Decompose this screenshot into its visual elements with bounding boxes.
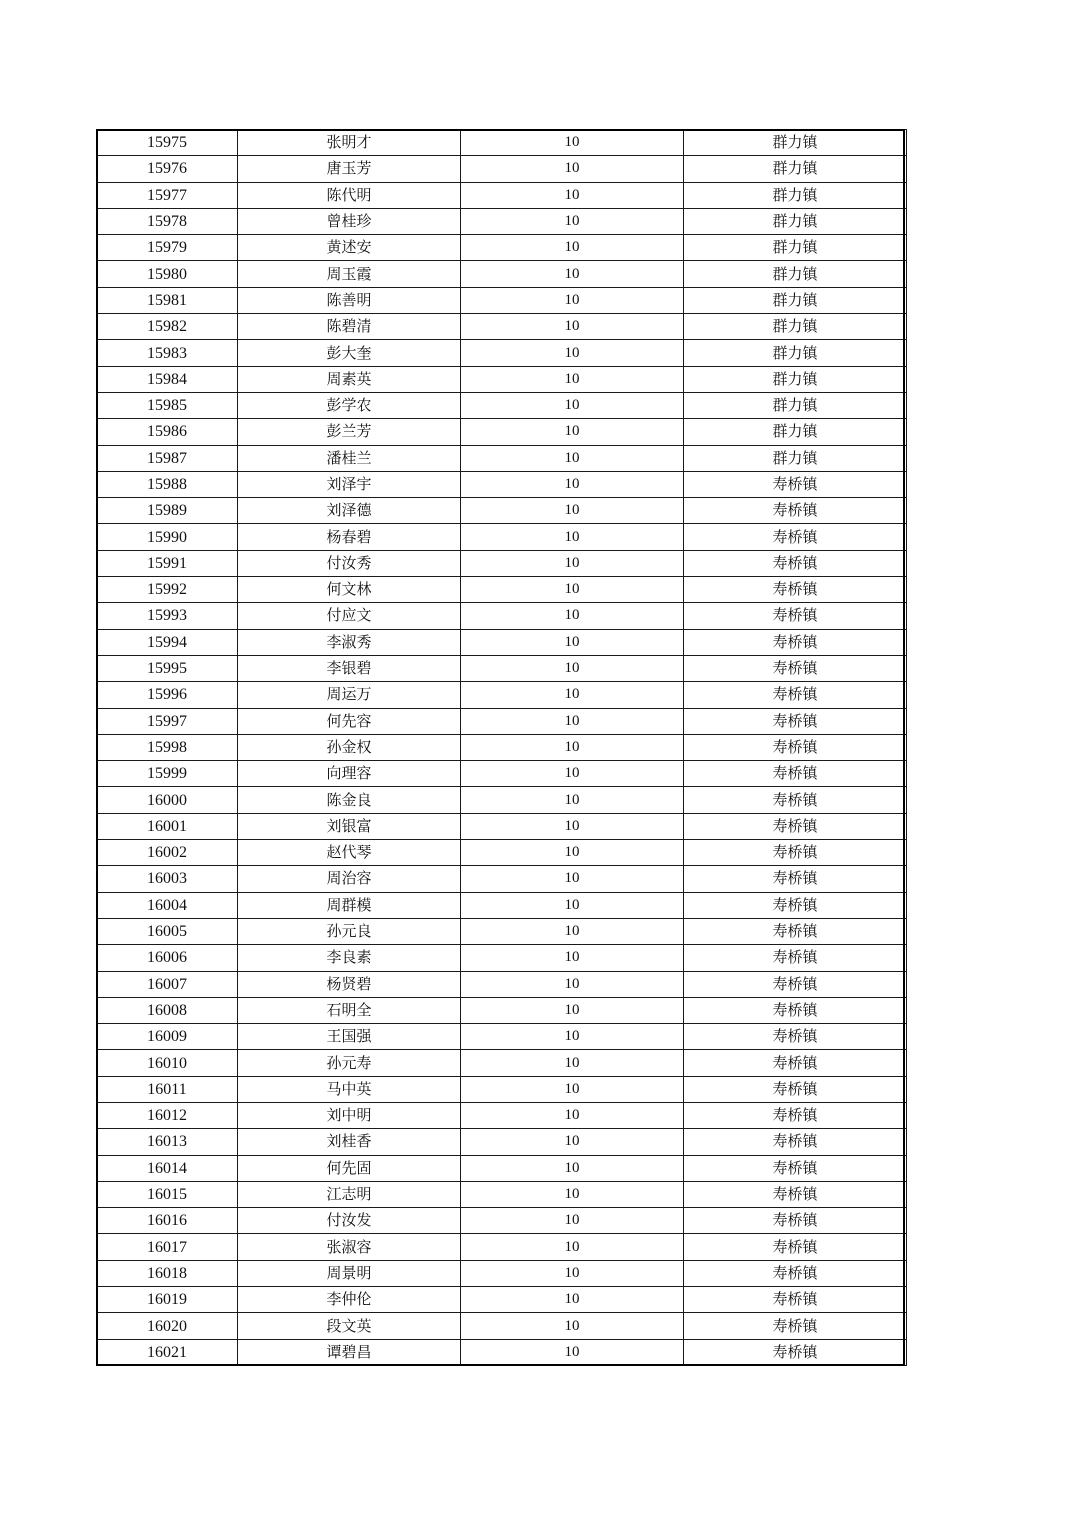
row-amount-cell: 10	[461, 524, 684, 550]
table-row	[97, 445, 907, 471]
table-row	[97, 1129, 907, 1155]
row-id-cell: 16015	[97, 1181, 238, 1207]
roster-table	[96, 129, 907, 1366]
row-name-cell: 向理容	[238, 761, 461, 787]
table-row	[97, 1102, 907, 1128]
row-id-cell: 16016	[97, 1208, 238, 1234]
row-amount-cell: 10	[461, 734, 684, 760]
row-name-cell: 付应文	[238, 603, 461, 629]
row-id-cell: 15982	[97, 314, 238, 340]
row-name-cell: 杨贤碧	[238, 971, 461, 997]
table-row	[97, 1287, 907, 1313]
row-name-cell: 周玉霞	[238, 261, 461, 287]
table-row	[97, 1181, 907, 1207]
row-name-cell: 付汝秀	[238, 550, 461, 576]
row-name-cell: 刘中明	[238, 1102, 461, 1128]
row-amount-cell: 10	[461, 1155, 684, 1181]
row-amount-cell: 10	[461, 761, 684, 787]
row-id-cell: 16005	[97, 918, 238, 944]
row-amount-cell: 10	[461, 1129, 684, 1155]
row-id-cell: 15978	[97, 208, 238, 234]
table-row	[97, 1234, 907, 1260]
row-amount-cell: 10	[461, 1050, 684, 1076]
row-town-cell: 群力镇	[684, 235, 907, 261]
row-name-cell: 刘桂香	[238, 1129, 461, 1155]
row-id-cell: 16017	[97, 1234, 238, 1260]
row-name-cell: 刘银富	[238, 813, 461, 839]
row-id-cell: 15995	[97, 655, 238, 681]
row-town-cell: 群力镇	[684, 340, 907, 366]
row-town-cell: 寿桥镇	[684, 682, 907, 708]
roster-table-body	[97, 130, 907, 1366]
row-amount-cell: 10	[461, 787, 684, 813]
row-name-cell: 黄述安	[238, 235, 461, 261]
row-town-cell: 寿桥镇	[684, 524, 907, 550]
row-town-cell: 寿桥镇	[684, 1181, 907, 1207]
table-row	[97, 787, 907, 813]
row-id-cell: 15996	[97, 682, 238, 708]
row-town-cell: 寿桥镇	[684, 1339, 907, 1365]
row-id-cell: 16000	[97, 787, 238, 813]
row-name-cell: 孙元良	[238, 918, 461, 944]
row-amount-cell: 10	[461, 1024, 684, 1050]
row-amount-cell: 10	[461, 682, 684, 708]
row-id-cell: 16004	[97, 892, 238, 918]
table-row	[97, 498, 907, 524]
row-amount-cell: 10	[461, 445, 684, 471]
row-town-cell: 寿桥镇	[684, 813, 907, 839]
row-name-cell: 彭兰芳	[238, 419, 461, 445]
row-town-cell: 群力镇	[684, 261, 907, 287]
row-id-cell: 16014	[97, 1155, 238, 1181]
row-amount-cell: 10	[461, 997, 684, 1023]
row-amount-cell: 10	[461, 577, 684, 603]
row-id-cell: 15992	[97, 577, 238, 603]
row-id-cell: 15975	[97, 130, 238, 156]
row-name-cell: 陈碧清	[238, 314, 461, 340]
row-name-cell: 张明才	[238, 130, 461, 156]
row-id-cell: 16020	[97, 1313, 238, 1339]
row-town-cell: 寿桥镇	[684, 708, 907, 734]
row-name-cell: 唐玉芳	[238, 156, 461, 182]
table-row	[97, 182, 907, 208]
row-amount-cell: 10	[461, 1181, 684, 1207]
row-amount-cell: 10	[461, 130, 684, 156]
row-amount-cell: 10	[461, 892, 684, 918]
table-row	[97, 577, 907, 603]
table-row	[97, 603, 907, 629]
row-id-cell: 15997	[97, 708, 238, 734]
row-town-cell: 寿桥镇	[684, 1076, 907, 1102]
row-town-cell: 群力镇	[684, 156, 907, 182]
row-id-cell: 15979	[97, 235, 238, 261]
row-town-cell: 寿桥镇	[684, 997, 907, 1023]
row-id-cell: 16019	[97, 1287, 238, 1313]
table-row	[97, 550, 907, 576]
row-id-cell: 15987	[97, 445, 238, 471]
row-town-cell: 寿桥镇	[684, 971, 907, 997]
table-row	[97, 1208, 907, 1234]
table-row	[97, 1024, 907, 1050]
row-name-cell: 何先容	[238, 708, 461, 734]
table-row	[97, 708, 907, 734]
row-amount-cell: 10	[461, 340, 684, 366]
row-amount-cell: 10	[461, 366, 684, 392]
row-amount-cell: 10	[461, 1313, 684, 1339]
table-row	[97, 971, 907, 997]
row-id-cell: 16021	[97, 1339, 238, 1365]
row-name-cell: 周治容	[238, 866, 461, 892]
row-town-cell: 寿桥镇	[684, 1234, 907, 1260]
row-town-cell: 寿桥镇	[684, 603, 907, 629]
row-name-cell: 周运万	[238, 682, 461, 708]
row-amount-cell: 10	[461, 498, 684, 524]
row-amount-cell: 10	[461, 1260, 684, 1286]
table-row	[97, 945, 907, 971]
row-id-cell: 15976	[97, 156, 238, 182]
row-name-cell: 李仲伦	[238, 1287, 461, 1313]
row-town-cell: 寿桥镇	[684, 1129, 907, 1155]
row-town-cell: 寿桥镇	[684, 577, 907, 603]
row-id-cell: 15993	[97, 603, 238, 629]
row-amount-cell: 10	[461, 813, 684, 839]
row-name-cell: 曾桂珍	[238, 208, 461, 234]
row-name-cell: 彭大奎	[238, 340, 461, 366]
row-id-cell: 16009	[97, 1024, 238, 1050]
row-amount-cell: 10	[461, 419, 684, 445]
row-amount-cell: 10	[461, 1339, 684, 1365]
row-amount-cell: 10	[461, 708, 684, 734]
table-row	[97, 682, 907, 708]
row-town-cell: 群力镇	[684, 366, 907, 392]
table-row	[97, 734, 907, 760]
row-id-cell: 15989	[97, 498, 238, 524]
table-row	[97, 235, 907, 261]
row-amount-cell: 10	[461, 1102, 684, 1128]
row-town-cell: 寿桥镇	[684, 1155, 907, 1181]
row-id-cell: 16002	[97, 840, 238, 866]
row-town-cell: 群力镇	[684, 314, 907, 340]
row-id-cell: 15980	[97, 261, 238, 287]
row-town-cell: 寿桥镇	[684, 1050, 907, 1076]
table-row	[97, 392, 907, 418]
row-amount-cell: 10	[461, 471, 684, 497]
row-town-cell: 群力镇	[684, 130, 907, 156]
row-amount-cell: 10	[461, 182, 684, 208]
row-town-cell: 寿桥镇	[684, 1024, 907, 1050]
row-id-cell: 16018	[97, 1260, 238, 1286]
row-id-cell: 16001	[97, 813, 238, 839]
row-name-cell: 彭学农	[238, 392, 461, 418]
row-id-cell: 15977	[97, 182, 238, 208]
row-id-cell: 16007	[97, 971, 238, 997]
table-row	[97, 655, 907, 681]
table-row	[97, 1076, 907, 1102]
row-id-cell: 15986	[97, 419, 238, 445]
table-row	[97, 1050, 907, 1076]
row-town-cell: 寿桥镇	[684, 945, 907, 971]
row-id-cell: 15998	[97, 734, 238, 760]
row-name-cell: 张淑容	[238, 1234, 461, 1260]
row-town-cell: 寿桥镇	[684, 1102, 907, 1128]
table-row	[97, 629, 907, 655]
row-name-cell: 谭碧昌	[238, 1339, 461, 1365]
row-town-cell: 寿桥镇	[684, 471, 907, 497]
row-name-cell: 段文英	[238, 1313, 461, 1339]
table-row	[97, 761, 907, 787]
row-town-cell: 寿桥镇	[684, 734, 907, 760]
row-town-cell: 寿桥镇	[684, 629, 907, 655]
row-town-cell: 寿桥镇	[684, 655, 907, 681]
table-row	[97, 130, 907, 156]
row-id-cell: 15988	[97, 471, 238, 497]
table-row	[97, 340, 907, 366]
row-id-cell: 16003	[97, 866, 238, 892]
row-town-cell: 寿桥镇	[684, 1287, 907, 1313]
row-name-cell: 刘泽德	[238, 498, 461, 524]
row-amount-cell: 10	[461, 840, 684, 866]
table-row	[97, 813, 907, 839]
row-town-cell: 群力镇	[684, 287, 907, 313]
row-name-cell: 李淑秀	[238, 629, 461, 655]
row-name-cell: 刘泽宇	[238, 471, 461, 497]
row-town-cell: 寿桥镇	[684, 840, 907, 866]
table-row	[97, 918, 907, 944]
table-row	[97, 471, 907, 497]
row-town-cell: 寿桥镇	[684, 1208, 907, 1234]
table-row	[97, 261, 907, 287]
row-amount-cell: 10	[461, 392, 684, 418]
row-amount-cell: 10	[461, 156, 684, 182]
row-amount-cell: 10	[461, 550, 684, 576]
row-id-cell: 16013	[97, 1129, 238, 1155]
row-id-cell: 16006	[97, 945, 238, 971]
row-amount-cell: 10	[461, 918, 684, 944]
row-id-cell: 16012	[97, 1102, 238, 1128]
table-row	[97, 156, 907, 182]
row-id-cell: 16008	[97, 997, 238, 1023]
row-name-cell: 杨春碧	[238, 524, 461, 550]
row-town-cell: 寿桥镇	[684, 1260, 907, 1286]
row-town-cell: 寿桥镇	[684, 1313, 907, 1339]
row-amount-cell: 10	[461, 287, 684, 313]
row-id-cell: 15983	[97, 340, 238, 366]
row-name-cell: 周群模	[238, 892, 461, 918]
row-id-cell: 15984	[97, 366, 238, 392]
row-name-cell: 李银碧	[238, 655, 461, 681]
table-row	[97, 524, 907, 550]
row-id-cell: 15991	[97, 550, 238, 576]
row-id-cell: 15985	[97, 392, 238, 418]
table-row	[97, 840, 907, 866]
table-row	[97, 892, 907, 918]
row-town-cell: 群力镇	[684, 419, 907, 445]
row-amount-cell: 10	[461, 1208, 684, 1234]
row-id-cell: 16010	[97, 1050, 238, 1076]
row-name-cell: 江志明	[238, 1181, 461, 1207]
row-amount-cell: 10	[461, 655, 684, 681]
row-amount-cell: 10	[461, 1287, 684, 1313]
table-row	[97, 287, 907, 313]
row-amount-cell: 10	[461, 1076, 684, 1102]
row-amount-cell: 10	[461, 208, 684, 234]
row-id-cell: 15990	[97, 524, 238, 550]
row-id-cell: 15981	[97, 287, 238, 313]
table-row	[97, 1339, 907, 1365]
row-name-cell: 周景明	[238, 1260, 461, 1286]
row-name-cell: 陈代明	[238, 182, 461, 208]
row-amount-cell: 10	[461, 971, 684, 997]
table-row	[97, 866, 907, 892]
row-town-cell: 寿桥镇	[684, 761, 907, 787]
row-name-cell: 潘桂兰	[238, 445, 461, 471]
row-name-cell: 赵代琴	[238, 840, 461, 866]
row-town-cell: 群力镇	[684, 392, 907, 418]
row-town-cell: 寿桥镇	[684, 787, 907, 813]
row-id-cell: 15999	[97, 761, 238, 787]
row-amount-cell: 10	[461, 235, 684, 261]
row-id-cell: 16011	[97, 1076, 238, 1102]
row-town-cell: 群力镇	[684, 445, 907, 471]
row-town-cell: 群力镇	[684, 208, 907, 234]
row-name-cell: 李良素	[238, 945, 461, 971]
row-town-cell: 寿桥镇	[684, 892, 907, 918]
table-row	[97, 366, 907, 392]
table-row	[97, 1155, 907, 1181]
row-name-cell: 石明全	[238, 997, 461, 1023]
row-name-cell: 何先固	[238, 1155, 461, 1181]
row-amount-cell: 10	[461, 629, 684, 655]
row-name-cell: 陈金良	[238, 787, 461, 813]
row-amount-cell: 10	[461, 945, 684, 971]
row-amount-cell: 10	[461, 866, 684, 892]
row-amount-cell: 10	[461, 314, 684, 340]
row-name-cell: 孙金权	[238, 734, 461, 760]
row-town-cell: 寿桥镇	[684, 498, 907, 524]
row-name-cell: 孙元寿	[238, 1050, 461, 1076]
row-name-cell: 王国强	[238, 1024, 461, 1050]
row-town-cell: 寿桥镇	[684, 866, 907, 892]
row-amount-cell: 10	[461, 261, 684, 287]
table-row	[97, 208, 907, 234]
table-row	[97, 419, 907, 445]
table-row	[97, 1313, 907, 1339]
row-name-cell: 马中英	[238, 1076, 461, 1102]
row-amount-cell: 10	[461, 603, 684, 629]
row-name-cell: 付汝发	[238, 1208, 461, 1234]
row-name-cell: 周素英	[238, 366, 461, 392]
row-town-cell: 群力镇	[684, 182, 907, 208]
table-row	[97, 314, 907, 340]
row-name-cell: 陈善明	[238, 287, 461, 313]
row-id-cell: 15994	[97, 629, 238, 655]
table-row	[97, 1260, 907, 1286]
row-name-cell: 何文林	[238, 577, 461, 603]
row-amount-cell: 10	[461, 1234, 684, 1260]
row-town-cell: 寿桥镇	[684, 918, 907, 944]
table-row	[97, 997, 907, 1023]
row-town-cell: 寿桥镇	[684, 550, 907, 576]
